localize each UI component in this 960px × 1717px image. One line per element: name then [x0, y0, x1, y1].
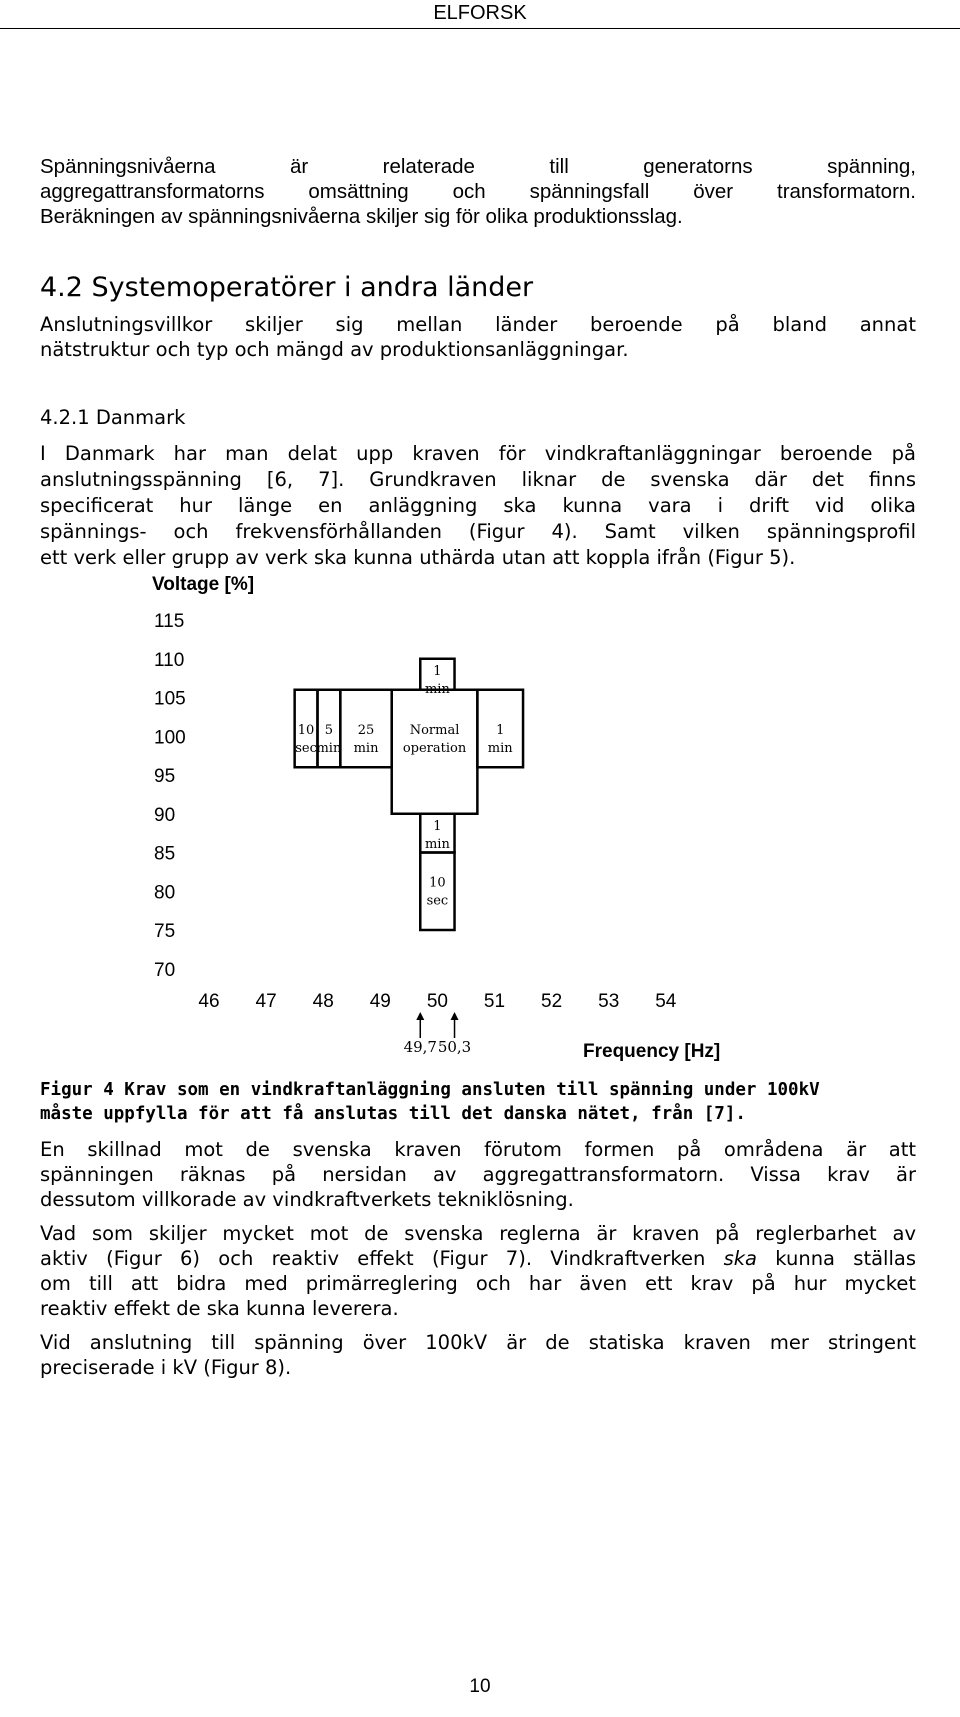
y-tick-label: 115 — [154, 611, 185, 632]
region-label: 1 — [496, 722, 505, 738]
y-tick-label: 95 — [154, 766, 176, 787]
region-label: 1 — [433, 818, 442, 834]
x-tick-label: 49 — [369, 991, 391, 1012]
region-label: min — [487, 740, 513, 756]
marker-label: 50,3 — [437, 1038, 472, 1056]
y-axis-title: Voltage [%] — [152, 574, 255, 595]
paragraph-line: Vid anslutning till spänning över 100kV är de statiska kraven mer stringent — [40, 1331, 916, 1354]
intro-line: Beräkningen av spänningsnivåerna skiljer sig för olika produktionsslag. — [40, 205, 683, 228]
x-tick-label: 48 — [312, 991, 334, 1012]
paragraph-line: En skillnad mot de svenska kraven förutom formen på områdena är att — [40, 1138, 916, 1161]
marker-arrowhead — [416, 1012, 424, 1020]
paragraph-line — [40, 1246, 916, 1271]
intro-line: Spänningsnivåerna är relaterade till generatorns spänning, — [40, 155, 916, 178]
region-label: sec — [426, 893, 449, 909]
paragraph-above-100kv — [40, 1330, 916, 1380]
region-label: 10 — [297, 722, 315, 738]
subsection-line: specificerat hur länge en anläggning ska kunna vara i drift vid olika — [40, 494, 916, 517]
subsection-line: anslutningsspänning [6, 7]. Grundkraven liknar de svenska där det finns — [40, 468, 916, 491]
x-tick-label: 52 — [541, 991, 563, 1012]
voltage-frequency-figure — [140, 568, 820, 1068]
y-tick-label: 70 — [154, 959, 176, 981]
paragraph-regulation — [40, 1221, 916, 1321]
frequency-markers — [404, 1012, 472, 1056]
region-label: 1 — [433, 663, 442, 679]
section-line: nätstruktur och typ och mängd av produktionsanläggningar. — [40, 338, 629, 361]
region-box — [420, 853, 454, 931]
text-run: aktiv (Figur 6) och reaktiv effekt (Figur 7). Vindkraftverken — [40, 1247, 724, 1270]
region-label: 10 — [429, 875, 446, 891]
x-tick-label: 50 — [426, 991, 448, 1012]
x-tick-label: 46 — [198, 991, 220, 1012]
paragraph-line: dessutom villkorade av vindkraftverkets tekniklösning. — [40, 1188, 574, 1211]
section-line: Anslutningsvillkor skiljer sig mellan länder beroende på bland annat — [40, 313, 916, 336]
y-tick-label: 85 — [154, 843, 176, 865]
subsection-heading: 4.2.1 Danmark — [40, 406, 186, 429]
region-label: min — [353, 740, 379, 756]
marker-arrowhead — [451, 1012, 459, 1020]
x-tick-label: 47 — [255, 991, 277, 1012]
y-tick-labels — [154, 611, 186, 981]
header-divider — [0, 28, 960, 29]
y-tick-label: 105 — [154, 688, 186, 710]
marker-label: 49,7 — [403, 1038, 437, 1056]
text-run: kunna ställas — [757, 1247, 916, 1270]
caption-line: måste uppfylla för att få anslutas till det danska nätet, från [7]. — [40, 1104, 746, 1124]
paragraph-line: Vad som skiljer mycket mot de svenska reglerna är kraven på reglerbarhet av — [40, 1222, 916, 1245]
x-axis-title: Frequency [Hz] — [583, 1041, 721, 1062]
region-label: operation — [402, 740, 467, 756]
emphasis-text: ska — [723, 1247, 757, 1270]
region-label: min — [424, 836, 450, 852]
section-paragraph — [40, 312, 916, 362]
region-label: 5 — [324, 722, 334, 738]
y-tick-label: 100 — [154, 727, 186, 749]
y-tick-label: 90 — [154, 804, 176, 826]
operating-regions — [295, 659, 523, 930]
y-tick-label: 80 — [154, 882, 176, 904]
region-label: 25 — [357, 722, 375, 738]
page-number: 10 — [469, 1676, 491, 1697]
page-header-title: ELFORSK — [433, 2, 527, 24]
subsection-line: spännings- och frekvensförhållanden (Figur 4). Samt vilken spänningsprofil — [40, 520, 916, 543]
region-label: min — [424, 681, 450, 697]
region-label: min — [316, 740, 342, 756]
paragraph-line: reaktiv effekt de ska kunna leverera. — [40, 1297, 399, 1320]
paragraph-line: preciserade i kV (Figur 8). — [40, 1356, 292, 1379]
x-tick-label: 51 — [483, 991, 506, 1012]
intro-paragraph — [40, 154, 916, 229]
subsection-paragraph — [40, 441, 916, 571]
caption-line: Figur 4 Krav som en vindkraftanläggning ansluten till spänning under 100kV — [40, 1080, 820, 1100]
y-tick-label: 110 — [154, 649, 185, 671]
x-tick-labels — [198, 991, 676, 1012]
y-tick-label: 75 — [154, 921, 176, 942]
paragraph-line: spänningen räknas på nersidan av aggregattransformatorn. Vissa krav är — [40, 1163, 916, 1186]
subsection-line: I Danmark har man delat upp kraven för vindkraftanläggningar beroende på — [40, 442, 916, 465]
region-label: sec — [295, 740, 317, 756]
x-tick-label: 54 — [655, 991, 677, 1012]
subsection-line: ett verk eller grupp av verk ska kunna uthärda utan att koppla ifrån (Figur 5). — [40, 546, 796, 569]
paragraph-line: om till att bidra med primärreglering och har även ett krav på hur mycket — [40, 1272, 916, 1295]
region-label: Normal — [409, 722, 460, 738]
section-heading: 4.2 Systemoperatörer i andra länder — [40, 272, 534, 303]
paragraph-differences — [40, 1137, 916, 1212]
intro-line: aggregattransformatorns omsättning och spänningsfall över transformatorn. — [40, 180, 916, 203]
figure-caption — [40, 1078, 916, 1126]
x-tick-label: 53 — [598, 991, 620, 1012]
